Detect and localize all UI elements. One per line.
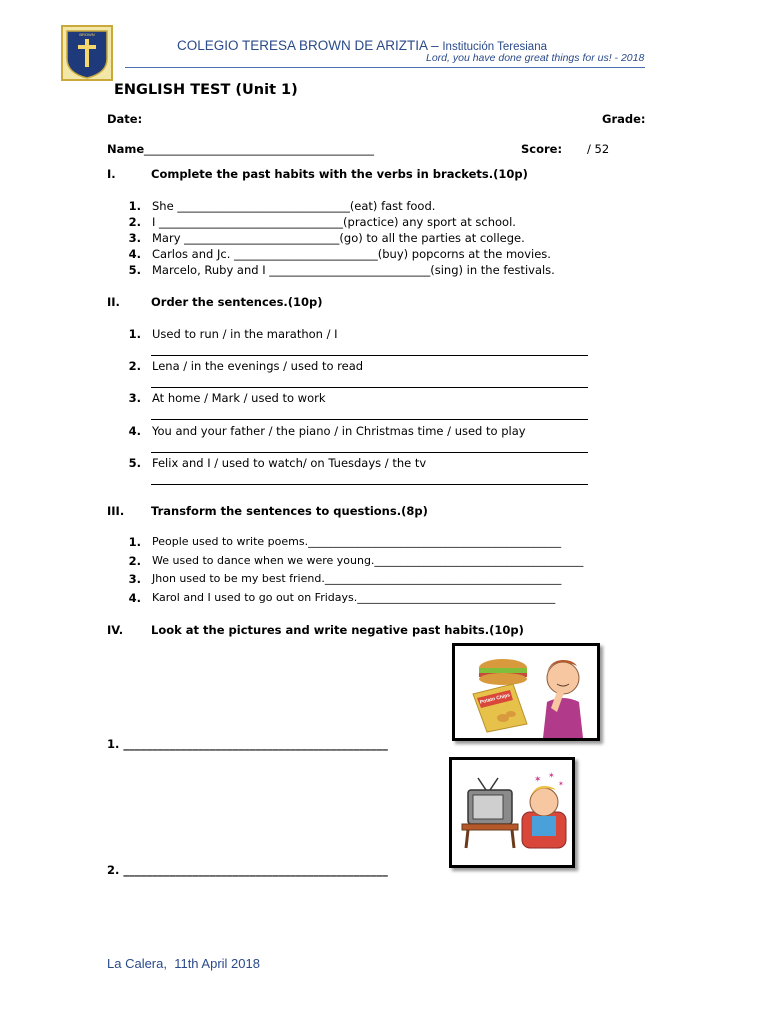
item-number: 5.	[128, 456, 141, 470]
item-number: 5.	[128, 263, 141, 277]
section-heading: Order the sentences.(10p)	[151, 295, 323, 309]
item-number: 1.	[128, 327, 141, 341]
list-item[interactable]: Jhon used to be my best friend.___________________________________________	[152, 572, 562, 585]
name-label: Name	[107, 142, 145, 156]
answer-line[interactable]	[151, 452, 588, 453]
svg-text:✶: ✶	[548, 771, 555, 780]
list-item: Used to run / in the marathon / I	[152, 327, 338, 341]
answer-line[interactable]	[151, 419, 588, 420]
item-number: 2.	[128, 359, 141, 373]
list-item: You and your father / the piano / in Christmas time / used to play	[152, 424, 526, 438]
school-crest	[61, 25, 113, 81]
score-label: Score:	[521, 142, 563, 156]
list-item[interactable]: Carlos and Jc. _________________________(buy) popcorns at the movies.	[152, 247, 551, 261]
header-dash: –	[431, 38, 439, 53]
item-number: 1.	[128, 199, 141, 213]
answer-line[interactable]	[151, 355, 588, 356]
picture-fast-food	[452, 643, 600, 741]
section-heading: Look at the pictures and write negative past habits.(10p)	[151, 623, 524, 637]
list-item[interactable]: Marcelo, Ruby and I ____________________________(sing) in the festivals.	[152, 263, 555, 277]
list-item[interactable]: I ________________________________(practice) any sport at school.	[152, 215, 516, 229]
svg-text:✶: ✶	[534, 774, 542, 784]
list-item[interactable]: People used to write poems.______________________________________________	[152, 535, 562, 548]
item-number: 4.	[128, 424, 141, 438]
school-name: COLEGIO TERESA BROWN DE ARIZTIA	[177, 38, 428, 53]
item-number: 3.	[128, 391, 141, 405]
picture-answer-1[interactable]: 1. ______________________________________________	[107, 737, 388, 751]
crest-label: BROWN	[79, 32, 95, 37]
item-number: 2.	[128, 215, 141, 229]
list-item[interactable]: She ______________________________(eat) fast food.	[152, 199, 436, 213]
item-number: 1.	[128, 535, 141, 549]
score-value: / 52	[587, 142, 610, 156]
picture-watching-tv	[449, 757, 575, 868]
test-title: ENGLISH TEST (Unit 1)	[114, 82, 298, 98]
list-item[interactable]: Karol and I used to go out on Fridays.____________________________________	[152, 591, 556, 604]
date-label: Date:	[107, 112, 143, 126]
item-number: 3.	[128, 572, 141, 586]
item-number: 3.	[128, 231, 141, 245]
picture-answer-2[interactable]: 2. ______________________________________________	[107, 863, 388, 877]
school-heading	[177, 38, 547, 53]
answer-line[interactable]	[151, 484, 588, 485]
header-rule	[125, 67, 645, 68]
item-number: 4.	[128, 247, 141, 261]
list-item: Felix and I / used to watch/ on Tuesdays / the tv	[152, 456, 427, 470]
list-item[interactable]: Mary ___________________________(go) to all the parties at college.	[152, 231, 525, 245]
grade-label: Grade:	[602, 112, 646, 126]
footer-place-date: La Calera, 11th April 2018	[107, 956, 260, 971]
name-blank[interactable]: ________________________________________	[144, 142, 374, 156]
list-item[interactable]: We used to dance when we were young.______________________________________	[152, 554, 584, 567]
item-number: 2.	[128, 554, 141, 568]
school-motto: Lord, you have done great things for us! - 2018	[426, 52, 645, 64]
list-item: At home / Mark / used to work	[152, 391, 326, 405]
answer-line[interactable]	[151, 387, 588, 388]
svg-text:✶: ✶	[558, 781, 564, 788]
list-item: Lena / in the evenings / used to read	[152, 359, 364, 373]
chips-bag-label: Potato Chips	[479, 692, 511, 706]
section-heading: Complete the past habits with the verbs in brackets.(10p)	[151, 167, 528, 181]
institution-name: Institución Teresiana	[442, 41, 547, 53]
section-heading: Transform the sentences to questions.(8p)	[151, 504, 428, 518]
section-numeral: III.	[107, 504, 125, 518]
section-numeral: IV.	[107, 623, 124, 637]
section-numeral: II.	[107, 295, 120, 309]
section-numeral: I.	[107, 167, 116, 181]
item-number: 4.	[128, 591, 141, 605]
